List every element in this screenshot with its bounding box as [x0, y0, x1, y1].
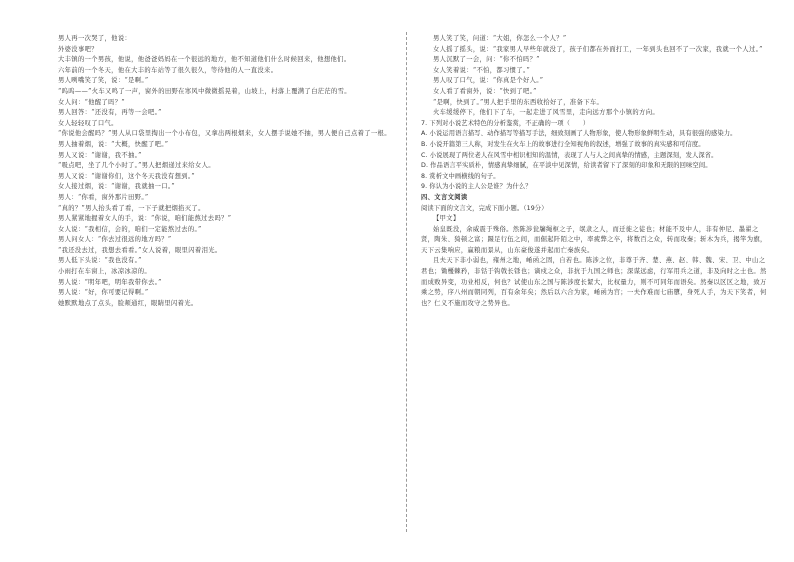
paragraph: 男人低下头说：“我也没有。” — [58, 257, 142, 265]
paragraph: 男人又说：“谢谢，我不抽。” — [58, 151, 142, 159]
paragraph: “呜呜——”火车又鸣了一声，窗外的田野在寒风中微微摇晃着，山坡上，村落上覆满了白茫茫的雪。 — [58, 87, 351, 95]
column-divider — [406, 32, 407, 532]
paragraph: 男人：“你看，窗外那片田野。” — [58, 193, 149, 201]
passage-paragraph: 始皇既没，余威震于殊俗。然陈涉瓮牖绳枢之子，氓隶之人，而迁徙之徒也；材能不及中人，非有仲尼、墨翟之贤，陶朱、猗顿之富；蹑足行伍之间，而倔起阡陌之中，率疲弊之卒，将数百之众，转而攻秦；斩木为兵，揭竿为旗，天下云集响应，赢粮而景从，山东豪俊遂并起而亡秦族矣。 — [421, 225, 767, 254]
paragraph: 六年前的一个冬天，他在大丰的车站等了很久很久，等待他的人一直没来。 — [58, 66, 278, 74]
paragraph: “是啊，快到了。”男人把手里的东西收拾好了，准备下车。 — [433, 98, 604, 106]
passage-paragraph: 且夫天下非小弱也，雍州之地，崤函之固，自若也。陈涉之位，非尊于齐、楚、燕、赵、韩、魏、宋、卫、中山之君也；锄櫌棘矜，非铦于钩戟长铩也；谪戍之众，非抗于九国之师也；深谋远虑，行军用兵之道，非及向时之士也。然而成败异变，功业相反，何也？试使山东之国与陈涉度长絜大，比权量力，则不可同年而语矣。然秦以区区之地，致万乘之势，序八州而朝同列，百有余年矣；然后以六合为家，崤函为宫；一夫作难而七庙隳，身死人手，为天下笑者，何也？仁义不施而攻守之势异也。 — [421, 257, 767, 307]
paragraph: 男人说：“好，你可要记得啊。” — [58, 289, 149, 297]
paragraph: 女人问：“他醒了吗？” — [58, 98, 125, 106]
paragraph: 男人笑了笑，问道：“大姐，你怎么一个人？” — [433, 35, 567, 42]
paragraph: 男人说：“明年吧，明年我带你去。” — [58, 278, 162, 286]
paragraph: “你说他会醒吗？”男人从口袋里掏出一个小布包，又拿出两根烟来，女人摆手说她不抽，男人便自己点着了一根。 — [58, 130, 391, 138]
section-heading: 四、文言文阅读 — [421, 193, 468, 201]
option-d: D. 作品语言平实质朴，情感真挚细腻，在平淡中见深情，给读者留下了深刻的印象和无限的回味空间。 — [421, 162, 712, 170]
paragraph: “真的？”男人抬头看了看，一下子就把烟掐灭了。 — [58, 204, 205, 212]
paragraph: 男人沉默了一会，问：“你不怕吗？” — [433, 56, 540, 64]
paragraph: 男人紧紧地握着女人的手，说：“你说，咱们能熬过去吗？” — [58, 215, 232, 223]
left-column — [46, 34, 393, 309]
paragraph: 男人问女人：“你去过很远的地方吗？” — [58, 236, 172, 244]
option-a: A. 小说运用语言描写、动作描写等描写手法，细致刻画了人物形象，使人物形象鲜明生动，具有很强的感染力。 — [421, 130, 737, 138]
paragraph: 男人又说：“谢谢你们，这个冬天我没有想到。” — [58, 172, 195, 180]
paragraph: “吸点吧，坐了几个小时了。”男人把烟递过来给女人。 — [58, 162, 215, 170]
question-9: 9. 你认为小说的主人公是谁？为什么？ — [421, 183, 532, 191]
paragraph: 男人叹了口气，说：“你真是个好人。” — [433, 77, 544, 85]
option-b: B. 小说开篇第三人称，对发生在火车上的故事进行全知视角的叙述，增强了故事的真实感和可信度。 — [421, 140, 705, 148]
paragraph: 男人咧嘴笑了笑，说：“是啊。” — [58, 77, 149, 85]
paragraph: 外婆没事吧？ — [58, 45, 98, 53]
paragraph: 她默默地点了点头，脸颊通红，眼睛里闪着光。 — [58, 299, 198, 307]
paragraph: 男人再一次哭了，他说： — [58, 35, 132, 42]
paragraph: 男人回答：“还没有，再等一会吧。” — [58, 109, 162, 117]
paragraph: 女人轻轻叹了口气。 — [58, 119, 118, 127]
paragraph: 女人说：“我相信，会的，咱们一定能熬过去的。” — [58, 225, 202, 233]
question-7: 7. 下列对小说艺术特色的分析鉴赏，不正确的一项（ ） — [421, 119, 590, 127]
passage-label: 【甲文】 — [433, 215, 460, 223]
question-8: 8. 赏析文中画横线的句子。 — [421, 172, 500, 180]
right-column — [421, 34, 771, 309]
instructions: 阅读下面的文言文，完成下面小题。（19分） — [421, 204, 548, 212]
paragraph: 男人抽着烟，说：“大概，快醒了吧。” — [58, 140, 169, 148]
paragraph: “我还没去过，我想去看看。”女人说着，眼里闪着泪光。 — [58, 246, 222, 254]
paragraph: 小雨打在车窗上，冰凉冰凉的。 — [58, 268, 152, 276]
option-c: C. 小说展现了两位老人在风雪中相识相知的温情，表现了人与人之间真挚的情感，主题深刻，发人深省。 — [421, 151, 718, 159]
paragraph: 女人接过烟，说：“谢谢，我就抽一口。” — [58, 183, 175, 191]
paragraph: 女人摇了摇头，说：“我家男人早些年就没了，孩子们都在外面打工，一年到头也回不了一次家，我就一个人过。” — [433, 45, 763, 53]
paragraph: 火车缓缓停下，他们下了车，一起走进了风雪里，走向远方那个小镇的方向。 — [433, 109, 659, 117]
paragraph: 女人笑着说：“不怕，都习惯了。” — [433, 66, 531, 74]
paragraph: 大丰镇的一个男孩，他说，他爸爸妈妈在一个很远的地方，他不知道他们什么时候回来，他想他们。 — [58, 56, 351, 64]
paragraph: 女人看了看窗外，说：“快到了吧。” — [433, 87, 537, 95]
